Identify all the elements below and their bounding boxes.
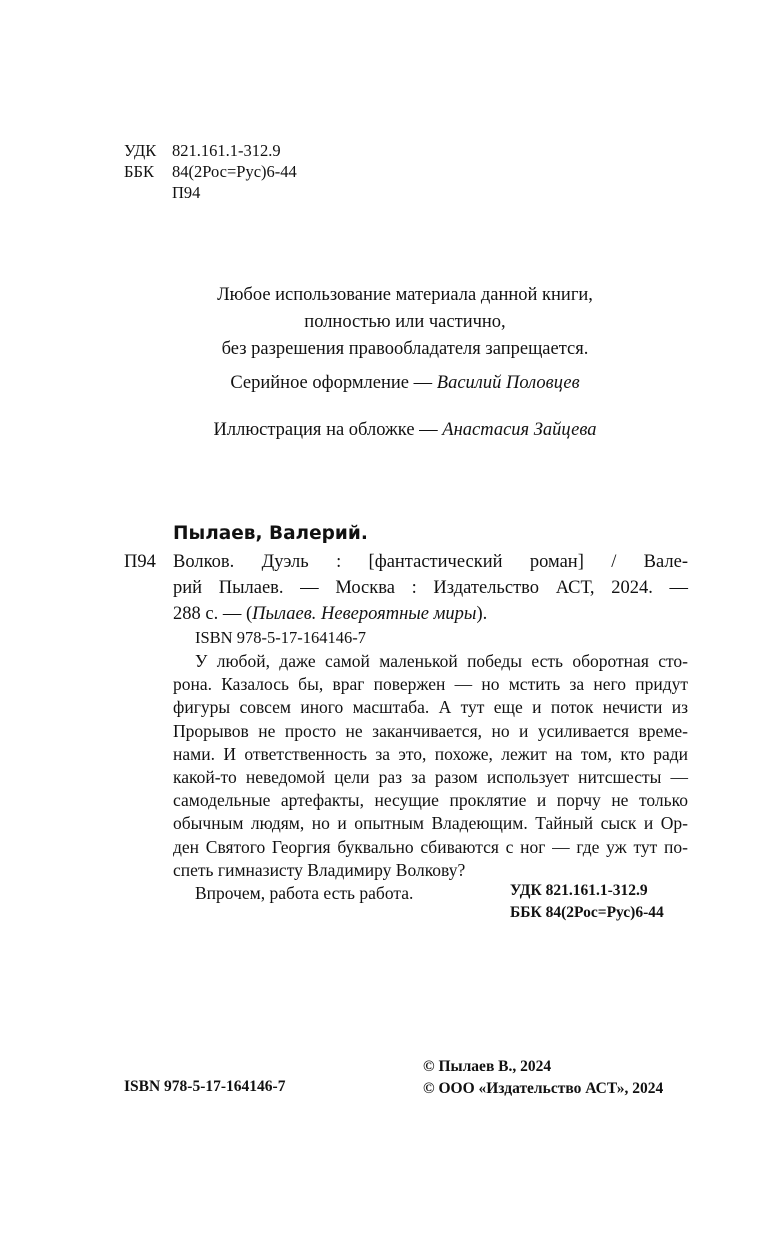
card-series: Пылаев. Невероятные миры: [252, 604, 477, 624]
udk-value: 821.161.1-312.9: [172, 141, 281, 160]
author-mark-row: [124, 182, 297, 203]
card-line: Волков. Дуэль : [фантастический роман] / Вале-: [173, 552, 688, 572]
card-line-last: [173, 601, 688, 627]
bottom-bbk: ББК 84(2Рос=Рус)6-44: [510, 904, 664, 921]
annotation-line: спеть гимназисту Владимиру Волкову?: [173, 859, 466, 880]
card-pages: 288 с. — (: [173, 604, 253, 624]
annotation-line: Прорывов не просто не заканчивается, но и усиливается време-: [173, 720, 688, 741]
card-author-mark: П94: [124, 552, 156, 572]
card-author: Пылаев, Валерий.: [173, 523, 368, 544]
annotation-line: обычным людям, но и опытным Владеющим. Тайный сыск и Ор-: [173, 813, 688, 834]
copyright-publisher: © ООО «Издательство АСТ», 2024: [423, 1080, 664, 1097]
annotation-line: У любой, даже самой маленькой победы есть оборотная сто-: [195, 651, 688, 671]
classification-header: [124, 140, 297, 203]
card-line-end: ).: [476, 604, 488, 624]
card-line: рий Пылаев. — Москва : Издательство АСТ, 2024. —: [173, 578, 688, 598]
credit-person: Василий Половцев: [436, 373, 580, 393]
udk-row: [124, 140, 297, 161]
bottom-isbn: ISBN 978-5-17-164146-7: [124, 1078, 286, 1095]
annotation-line: какой-то неведомой цели раз за разом использует нитсшесты —: [173, 767, 688, 788]
credit-cover-illustration: [130, 420, 680, 441]
annotation-line: фигуры совсем иного масштаба. А тут еще и поток нечисти из: [173, 697, 688, 718]
credit-role: Серийное оформление —: [230, 373, 437, 393]
notice-line: без разрешения правообладателя запрещается.: [221, 339, 589, 359]
card-description: [173, 549, 688, 627]
bottom-codes: [510, 880, 664, 924]
annotation-line: нами. И ответственность за это, похоже, лежит на том, кто ради: [173, 743, 688, 764]
notice-line: Любое использование материала данной книги,: [217, 285, 593, 305]
udk-label: УДК: [124, 141, 157, 160]
annotation-line: ден Святого Георгия буквально сбиваются с ног — где уж тут по-: [173, 836, 688, 857]
credit-person: Анастасия Зайцева: [442, 420, 597, 440]
bbk-value: 84(2Рос=Рус)6-44: [172, 162, 297, 181]
copyright-author: © Пылаев В., 2024: [423, 1058, 552, 1075]
bbk-label: ББК: [124, 162, 154, 181]
annotation-closing: Впрочем, работа есть работа.: [195, 883, 414, 904]
card-isbn: ISBN 978-5-17-164146-7: [195, 628, 366, 647]
bbk-row: [124, 161, 297, 182]
bottom-udk: УДК 821.161.1-312.9: [510, 882, 648, 899]
author-mark-value: П94: [172, 183, 201, 202]
credit-series-design: [130, 373, 680, 394]
annotation-line: самодельные артефакты, несущие проклятие и порчу не только: [173, 790, 688, 811]
usage-notice: [130, 282, 680, 363]
notice-line: полностью или частично,: [304, 312, 506, 332]
copyright-block: [423, 1056, 663, 1100]
annotation: [173, 650, 688, 905]
annotation-line: рона. Казалось бы, враг повержен — но мстить за него придут: [173, 674, 688, 695]
credit-role: Иллюстрация на обложке —: [213, 420, 443, 440]
